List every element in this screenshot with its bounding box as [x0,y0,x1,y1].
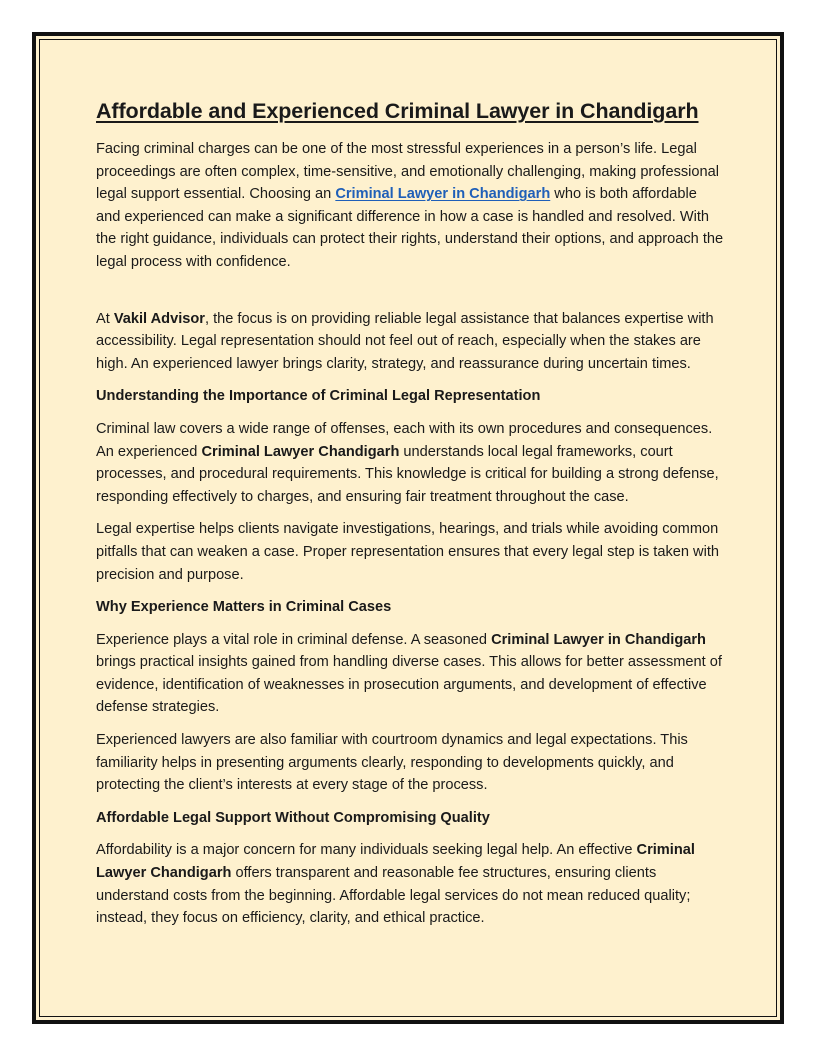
experience-p1-before: Experience plays a vital role in criminal defense. A seasoned [96,631,492,648]
importance-p1-bold: Criminal Lawyer Chandigarh [201,443,400,460]
intro-text-before-link: Facing criminal charges can be one of the most stressful experiences in a person’s life. Legal proceedings are often complex, time-sensitive, and emotionally challenging, making professional legal support essential. Choosing an [96,141,720,203]
section-heading-affordable: Affordable Legal Support Without Compromising Quality [96,809,490,826]
affordable-p1-before: Affordability is a major concern for many individuals seeking legal help. An effective [96,842,637,859]
vakil-advisor-paragraph [96,308,724,376]
vakil-prefix: At [96,310,114,327]
experience-p1-bold: Criminal Lawyer in Chandigarh [491,631,706,648]
criminal-lawyer-link[interactable]: Criminal Lawyer in Chandigarh [335,186,551,203]
intro-paragraph [96,138,724,274]
affordable-p1-bold: Criminal Lawyer Chandigarh [96,842,695,882]
importance-paragraph-2: Legal expertise helps clients navigate investigations, hearings, and trials while avoiding common pitfalls that can weaken a case. Proper representation ensures that every legal step is taken with precision and purpose. [96,521,720,583]
section-heading-experience: Why Experience Matters in Criminal Cases [96,599,392,616]
section-heading-importance: Understanding the Importance of Criminal Legal Representation [96,388,541,405]
article-content [96,96,724,940]
experience-paragraph-1 [96,629,724,719]
vakil-text: , the focus is on providing reliable legal assistance that balances expertise with accessibility. Legal representation should not feel out of reach, especially when the stakes are high. An experienced lawyer brings clarity, strategy, and reassurance during uncertain times. [96,310,714,372]
article-title: Affordable and Experienced Criminal Lawyer in Chandigarh [96,99,699,123]
affordable-p1-after: offers transparent and reasonable fee structures, ensuring clients understand costs from the beginning. Affordable legal services do not mean reduced quality; instead, they focus on efficiency, clarity, and ethical practice. [96,865,691,927]
importance-p1-after: understands local legal frameworks, court processes, and procedural requirements. This knowledge is critical for building a strong defense, responding effectively to charges, and ensuring fair treatment throughout the case. [96,443,719,505]
vakil-advisor-brand: Vakil Advisor [113,310,205,327]
importance-paragraph-1 [96,418,724,508]
experience-paragraph-2: Experienced lawyers are also familiar with courtroom dynamics and legal expectations. This familiarity helps in presenting arguments clearly, responding to developments quickly, and protecting the client’s interests at every stage of the process. [96,732,688,794]
intro-text-after-link: who is both affordable and experienced can make a significant difference in how a case is handled and resolved. With the right guidance, individuals can protect their rights, understand their options, and approach the legal process with confidence. [96,186,724,270]
experience-p1-after: brings practical insights gained from handling diverse cases. This allows for better assessment of evidence, identification of weaknesses in prosecution arguments, and development of effective defense strategies. [96,654,722,716]
importance-p1-before: Criminal law covers a wide range of offenses, each with its own procedures and consequences. An experienced [96,420,713,460]
affordable-paragraph-1 [96,839,724,929]
